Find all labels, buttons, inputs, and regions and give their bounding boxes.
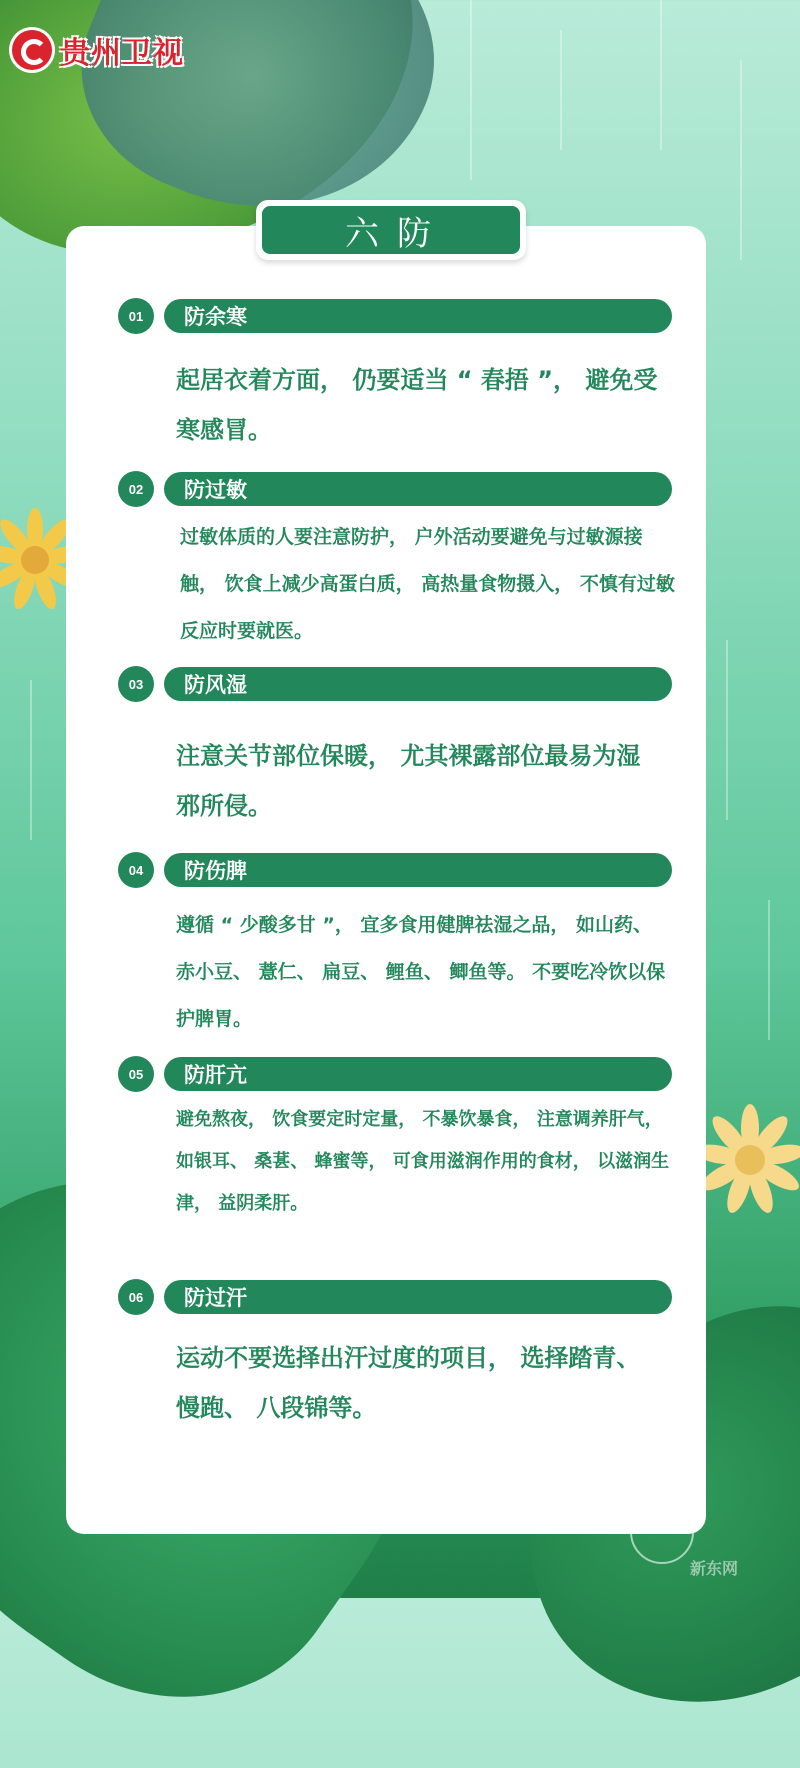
section-header-05: [118, 1056, 678, 1094]
section-heading: 防伤脾: [164, 853, 672, 887]
brand-logo-icon: [12, 30, 52, 70]
section-text-05: 避免熬夜， 饮食要定时定量， 不暴饮暴食， 注意调养肝气， 如银耳、 桑葚、 蜂蜜等， 可食用滋润作用的食材， 以滋润生津， 益阴柔肝。: [176, 1109, 670, 1214]
rain-streak: [470, 0, 472, 180]
section-header-01: [118, 298, 678, 336]
section-header-06: [118, 1279, 678, 1317]
rain-streak: [726, 640, 728, 820]
section-number: 02: [118, 471, 154, 507]
rain-streak: [740, 60, 742, 260]
flower-icon: [690, 1100, 800, 1220]
section-number: 04: [118, 852, 154, 888]
section-number: 03: [118, 666, 154, 702]
section-number: 01: [118, 298, 154, 334]
rain-streak: [560, 30, 562, 150]
title-badge: [256, 200, 526, 260]
section-text-04: 遵循 “ 少酸多甘 ”， 宜多食用健脾祛湿之品， 如山药、 赤小豆、 薏仁、 扁豆、 鲤鱼、 鲫鱼等。 不要吃冷饮以保护脾胃。: [176, 914, 666, 1030]
brand-logo-text: 贵州卫视: [60, 37, 184, 70]
watermark-text: 新东网: [690, 1559, 739, 1578]
page-title: 六防: [262, 206, 520, 254]
section-number: 06: [118, 1279, 154, 1315]
section-number: 05: [118, 1056, 154, 1092]
watermark-stamp: [630, 1500, 694, 1564]
section-heading: 防风湿: [164, 667, 672, 701]
rain-streak: [30, 680, 32, 840]
section-header-02: [118, 471, 678, 509]
section-heading: 防过敏: [164, 472, 672, 506]
section-text-01: 起居衣着方面， 仍要适当 “ 春捂 ”， 避免受寒感冒。: [176, 366, 658, 444]
section-heading: 防过汗: [164, 1280, 672, 1314]
section-text-02: 过敏体质的人要注意防护， 户外活动要避免与过敏源接触， 饮食上减少高蛋白质， 高热量食物摄入， 不慎有过敏反应时要就医。: [180, 526, 675, 642]
rain-streak: [768, 900, 770, 1040]
section-heading: 防余寒: [164, 299, 672, 333]
section-heading: 防肝亢: [164, 1057, 672, 1091]
section-text-06: 运动不要选择出汗过度的项目， 选择踏青、 慢跑、 八段锦等。: [176, 1344, 641, 1422]
rain-streak: [660, 0, 662, 150]
section-text-03: 注意关节部位保暖， 尤其裸露部位最易为湿邪所侵。: [176, 742, 641, 820]
brand-logo: [12, 28, 184, 72]
section-header-03: [118, 666, 678, 704]
section-header-04: [118, 852, 678, 890]
